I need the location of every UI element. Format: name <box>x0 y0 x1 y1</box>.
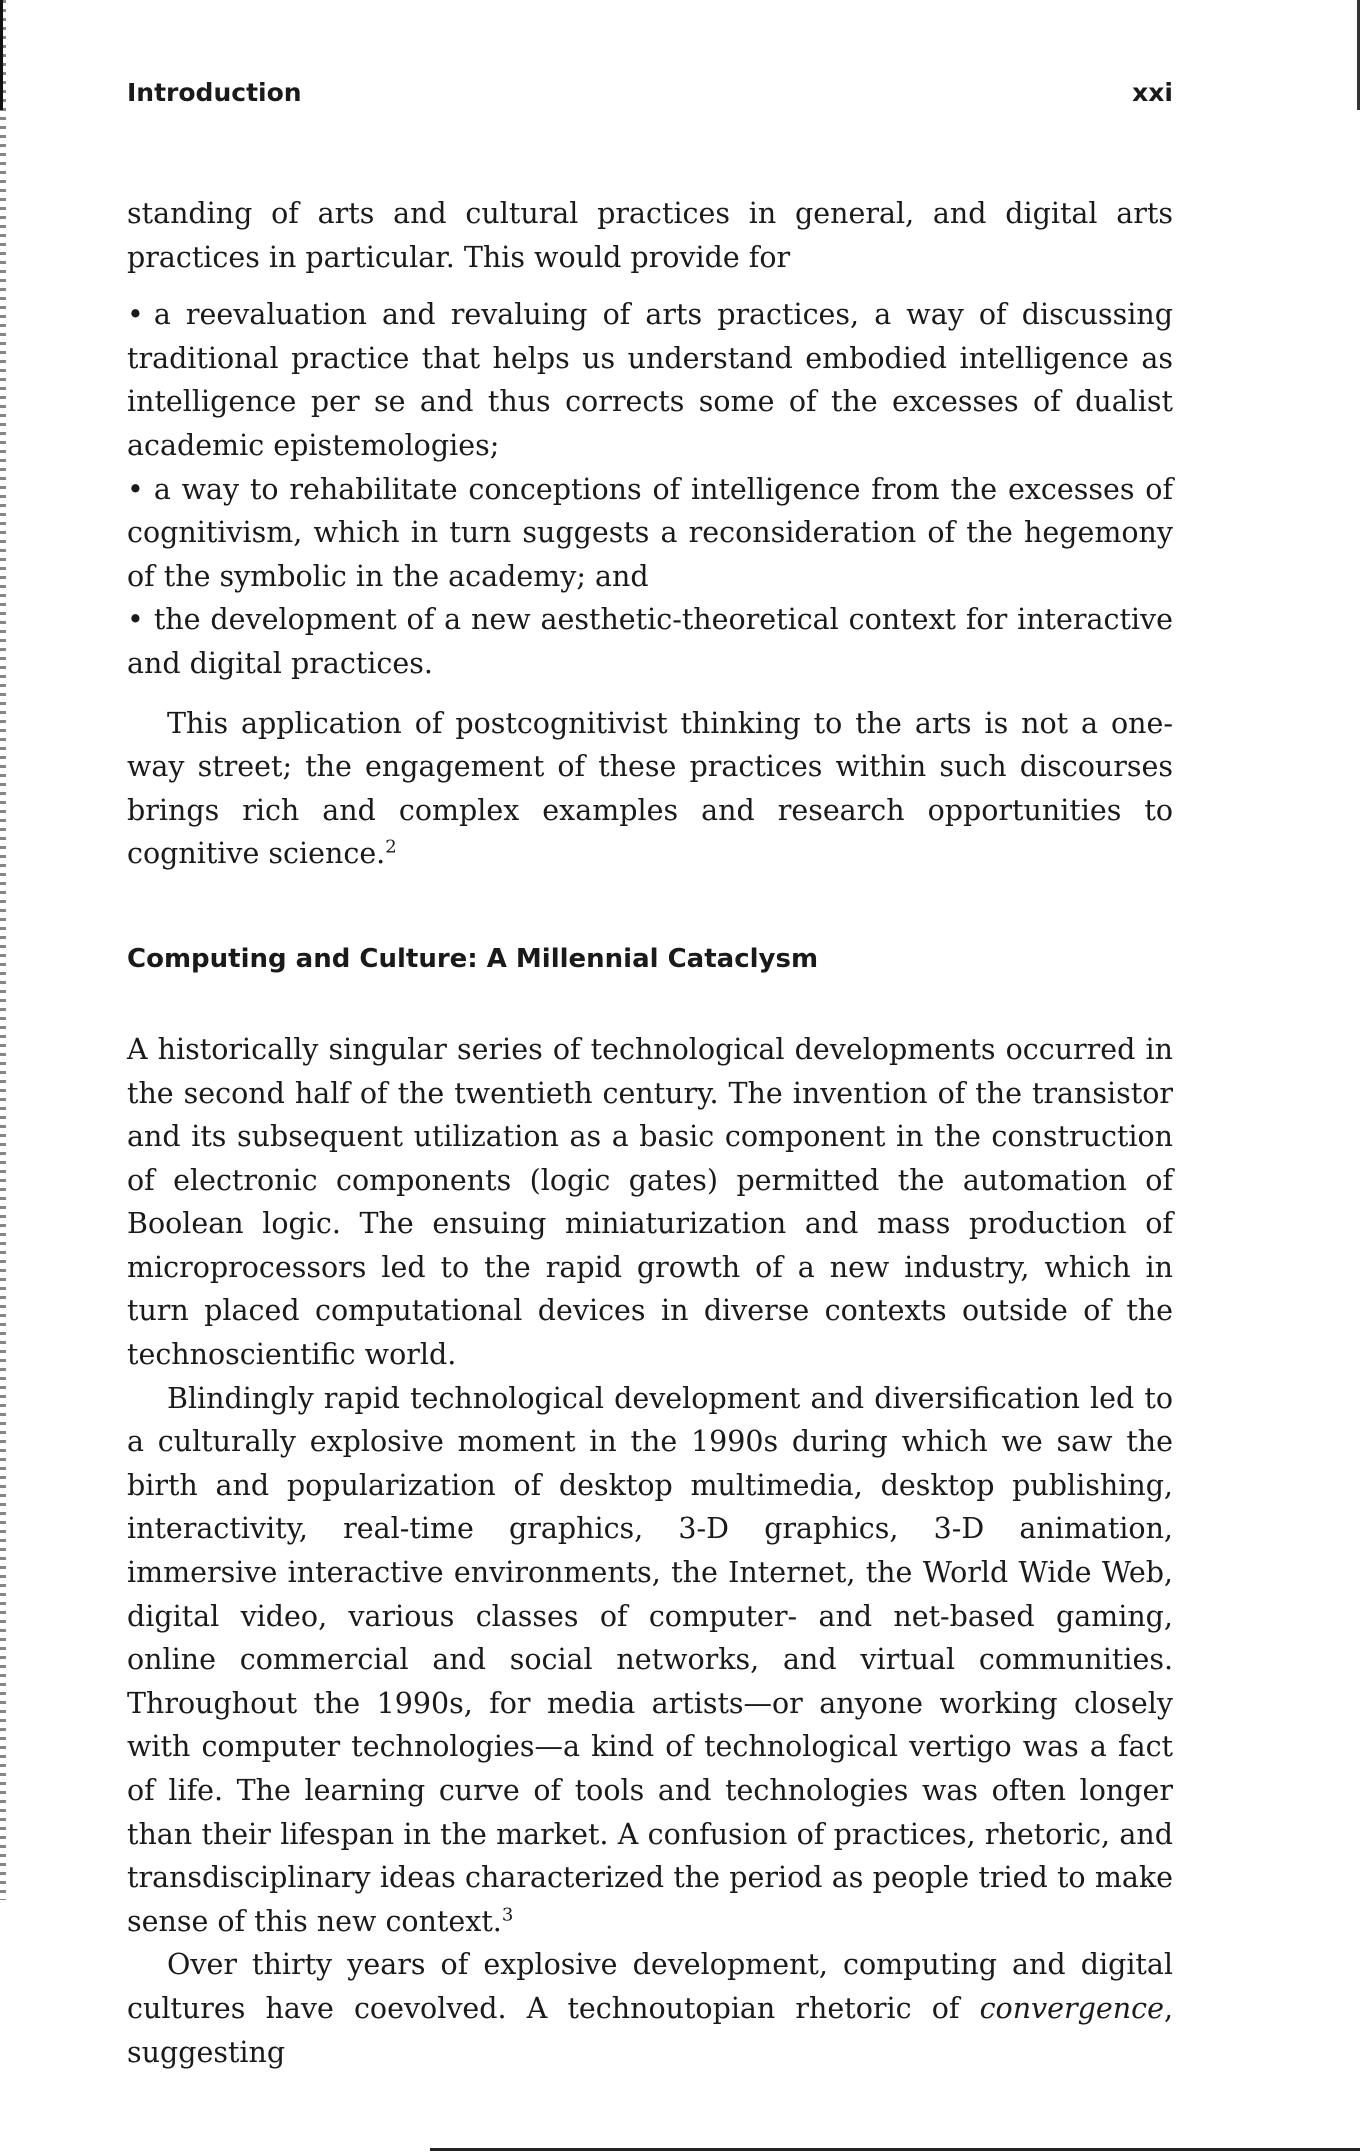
running-head <box>127 78 1173 107</box>
bullet-text: a reevaluation and revaluing of arts practices, a way of discussing traditional practice that helps us understand embodied intelligence as intelligence per se and thus corrects some of the excesses of dualist academic epistemologies; <box>127 298 1173 462</box>
paragraph-continuation: standing of arts and cultural practices in general, and digital arts practices in particular. This would provide for <box>127 197 1173 274</box>
bullet-item <box>127 293 1173 467</box>
paragraph-text: Blindingly rapid technological development and diversification led to a culturally explosive moment in the 1990s during which we saw the birth and popularization of desktop multimedia, desktop publishing, interactivity, real-time graphics, 3-D graphics, 3-D animation, immersive interactive environments, the Internet, the World Wide Web, digital video, various classes of computer- and net-based gaming, online commercial and social networks, and virtual communities. Throughout the 1990s, for media artists—or anyone working closely with computer technologies—a kind of technological vertigo was a fact of life. The learning curve of tools and technologies was often longer than their lifespan in the market. A confusion of practices, rhetoric, and transdisciplinary ideas characterized the period as people tried to make sense of this new context. <box>127 1381 1173 1938</box>
paragraph-text: , suggesting <box>127 1991 1173 2069</box>
paragraph-text: This application of postcognitivist thinking to the arts is not a one-way street; the engagement of these practices within such discourses brings rich and complex examples and research opportunities to cognitive science. <box>127 706 1173 871</box>
bullet-list <box>127 293 1173 685</box>
section-heading: Computing and Culture: A Millennial Cataclysm <box>127 943 819 974</box>
bullet-item <box>127 598 1173 685</box>
footnote-marker: 3 <box>501 1904 514 1926</box>
paragraph <box>127 1377 1173 1944</box>
bottom-rule <box>430 2148 1360 2151</box>
emphasis-text: convergence <box>979 1991 1164 2025</box>
bullet-item <box>127 468 1173 599</box>
bullet-text: a way to rehabilitate conceptions of intelligence from the excesses of cognitivism, which in turn suggests a reconsideration of the hegemony of the symbolic in the academy; and <box>127 472 1173 593</box>
footnote-marker: 2 <box>385 836 397 858</box>
chapter-title: Introduction <box>127 78 302 107</box>
body-text <box>127 192 1173 2074</box>
bullet-symbol: • <box>127 472 144 506</box>
paragraph <box>127 702 1173 876</box>
bullet-symbol: • <box>127 603 144 637</box>
bullet-text: the development of a new aesthetic-theoretical context for interactive and digital practices. <box>127 603 1173 680</box>
scan-edge-artifact <box>0 0 6 1900</box>
scan-edge-mark <box>0 0 3 110</box>
bullet-symbol: • <box>127 298 144 332</box>
paragraph-text: Over thirty years of explosive development, computing and digital cultures have coevolved. A technoutopian rhetoric of <box>127 1948 1173 2025</box>
paragraph: A historically singular series of technological developments occurred in the second half of the twentieth century. The invention of the transistor and its subsequent utilization as a basic component in the construction of electronic components (logic gates) permitted the automation of Boolean logic. The ensuing miniaturization and mass production of microprocessors led to the rapid growth of a new industry, which in turn placed computational devices in diverse contexts outside of the technoscientific world. <box>127 1032 1173 1372</box>
paragraph <box>127 1943 1173 2074</box>
page-number: xxi <box>1132 78 1173 107</box>
